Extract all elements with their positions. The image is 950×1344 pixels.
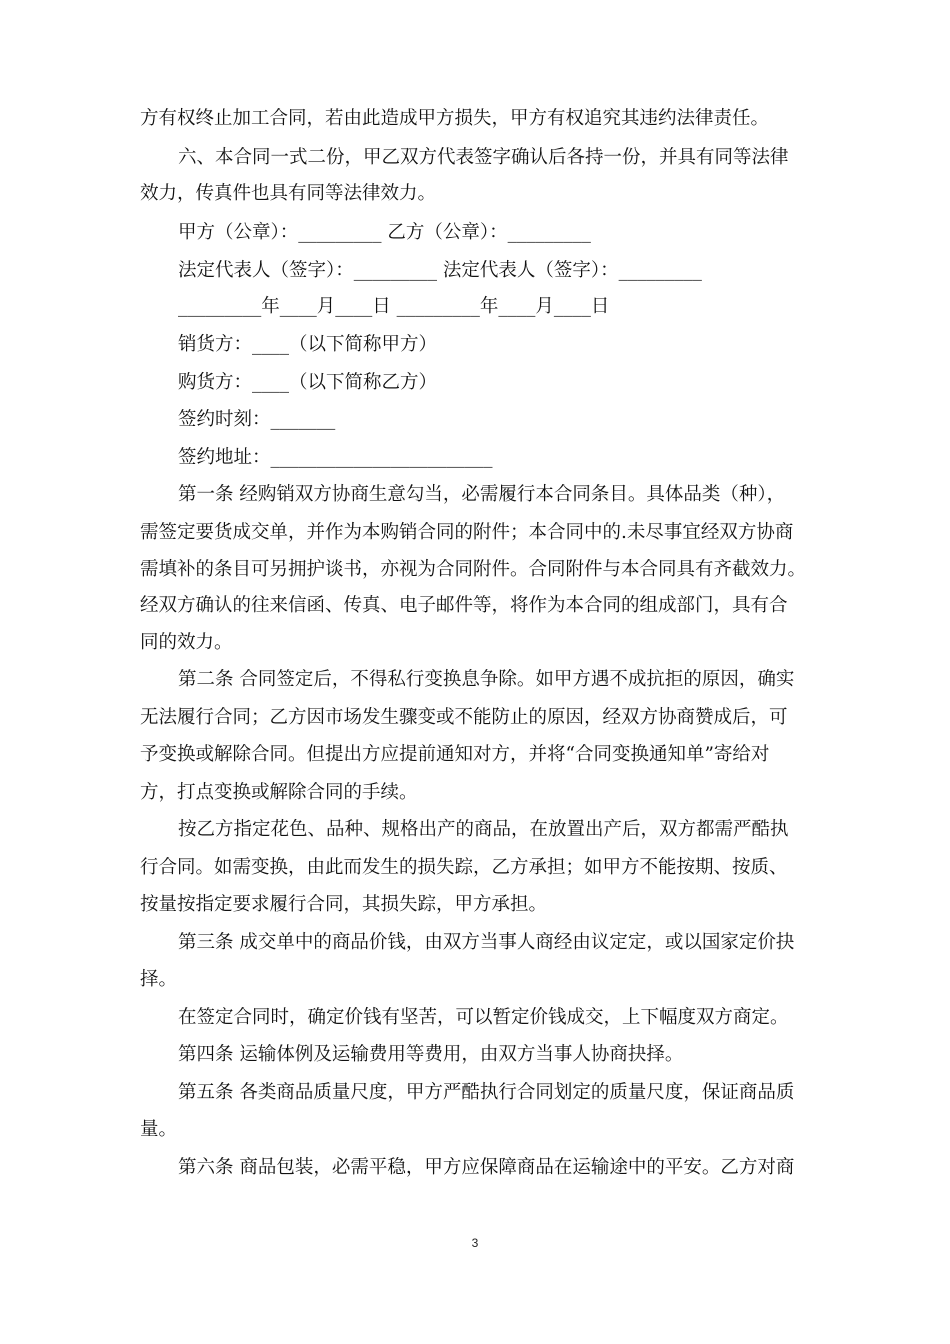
text-line: 第五条 各类商品质量尺度，甲方严酷执行合同划定的质量尺度，保证商品质	[178, 1082, 795, 1103]
text-line: 需签定要货成交单，并作为本购销合同的附件；本合同中的.未尽事宜经双方协商	[140, 522, 794, 543]
text-line: 同的效力。	[140, 632, 233, 653]
text-line: 签约时刻：_______	[178, 409, 336, 430]
text-line: 予变换或解除合同。但提出方应提前通知对方，并将“合同变换通知单”寄给对	[140, 744, 770, 765]
text-line: 方，打点变换或解除合同的手续。	[140, 782, 418, 803]
text-line: 第六条 商品包装，必需平稳，甲方应保障商品在运输途中的平安。乙方对商	[178, 1157, 795, 1178]
text-line: 无法履行合同；乙方因市场发生骤变或不能防止的原因，经双方协商赞成后，可	[140, 707, 788, 728]
page-number: 3	[471, 1236, 479, 1250]
text-line: 在签定合同时，确定价钱有坚苦，可以暂定价钱成交，上下幅度双方商定。	[178, 1007, 789, 1028]
text-line: 经双方确认的往来信函、传真、电子邮件等，将作为本合同的组成部门，具有合	[140, 595, 788, 616]
text-line: 第二条 合同签定后，不得私行变换息争除。如甲方遇不成抗拒的原因，确实	[178, 669, 795, 690]
text-line: 第三条 成交单中的商品价钱，由双方当事人商经由议定定，或以国家定价抉	[178, 932, 795, 953]
text-line: 六、本合同一式二份，甲乙双方代表签字确认后各持一份，并具有同等法律	[178, 147, 789, 168]
text-line: 择。	[140, 969, 178, 990]
text-line: 甲方（公章）：_________ 乙方（公章）：_________	[178, 222, 591, 243]
text-line: 行合同。如需变换，由此而发生的损失踪，乙方承担；如甲方不能按期、按质、	[140, 857, 788, 878]
text-line: 效力，传真件也具有同等法律效力。	[140, 183, 437, 204]
text-line: 销货方：____（以下简称甲方）	[178, 334, 438, 355]
text-line: 第一条 经购销双方协商生意勾当，必需履行本合同条目。具体品类（种），	[178, 484, 786, 505]
text-line: 需填补的条目可另拥护谈书，亦视为合同附件。合同附件与本合同具有齐截效力。	[140, 559, 807, 580]
text-line: 法定代表人（签字）：_________ 法定代表人（签字）：_________	[178, 260, 702, 281]
text-line: 购货方：____（以下简称乙方）	[178, 372, 438, 393]
text-line: _________年____月____日 _________年____月____日	[178, 296, 610, 317]
text-line: 第四条 运输体例及运输费用等费用，由双方当事人协商抉择。	[178, 1044, 684, 1065]
text-line: 按量按指定要求履行合同，其损失踪，甲方承担。	[140, 894, 548, 915]
text-line: 签约地址：________________________	[178, 447, 493, 468]
text-line: 方有权终止加工合同，若由此造成甲方损失，甲方有权追究其违约法律责任。	[140, 108, 770, 129]
text-line: 量。	[140, 1119, 178, 1140]
text-line: 按乙方指定花色、品种、规格出产的商品，在放置出产后，双方都需严酷执	[178, 819, 789, 840]
